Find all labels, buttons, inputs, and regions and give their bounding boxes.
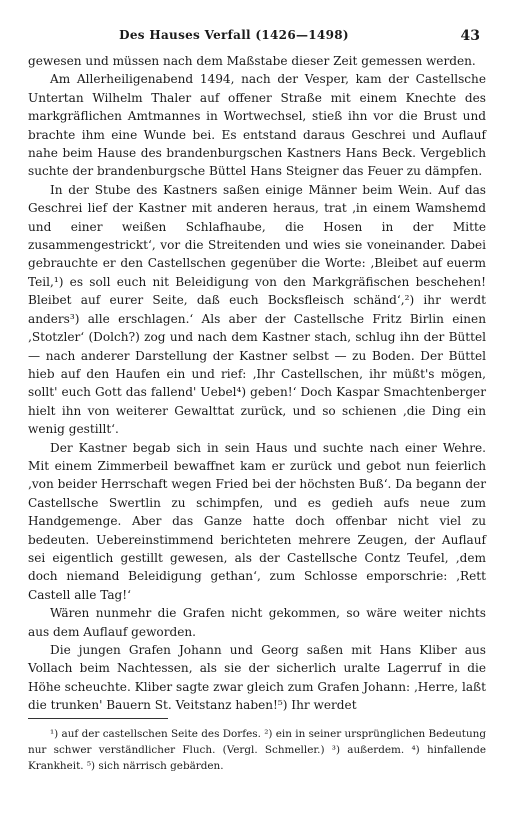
page-number: 43 <box>460 28 480 44</box>
paragraph: gewesen und müssen nach dem Maßstabe dieser Zeit gemessen werden. <box>28 54 476 68</box>
paragraph: Die jungen Grafen Johann und Georg saßen mit Hans Kliber aus Vollach beim Nachtessen, als sie der sicherlich uralte Lagerruf in die Höhe scheuchte. Kliber sagte zwar gleich zum Grafen Johann: ‚Herre, laßt die trunken' Bauern St. Veitstanz haben!⁵) Ihr werdet <box>28 643 486 713</box>
footnotes <box>28 726 486 774</box>
footnote-divider <box>28 718 168 719</box>
paragraph: Wären nunmehr die Grafen nicht gekommen, so wäre weiter nichts aus dem Auflauf geworden. <box>28 606 486 639</box>
paragraph: In der Stube des Kastners saßen einige Männer beim Wein. Auf das Geschrei lief der Kastner mit anderen heraus, trat ‚in einem Wamshemd und einer weißen Schlafhaube, die Hosen in der Mitte zusammengestrickt‘, vor die Streitenden und wies sie voneinander. Dabei gebrauchte er den Castellschen gegenüber die Worte: ‚Bleibet auf euerm Teil,¹) es soll euch nit Beleidigung von den Markgräfischen beschehen! Bleibet auf eurer Seite, daß euch Bocksfleisch schänd‘,²) ihr werdt anders³) alle erschlagen.‘ Als aber der Castellsche Fritz Birlin einen ‚Stotzler‘ (Dolch?) zog und nach dem Kastner stach, schlug ihn der Büttel — nach anderer Darstellung der Kastner selbst — zu Boden. Der Büttel hieb auf den Haufen ein und rief: ‚Ihr Castellschen, ihr müßt's mögen, sollt' euch Gott das fallend' Uebel⁴) geben!‘ Doch Kaspar Smachtenberger hielt ihn von weiterer Gewalttat zurück, und so schienen ‚die Ding ein wenig gestillt‘. <box>28 182 486 437</box>
page-header <box>28 28 480 48</box>
footnote-text: ¹) auf der castellschen Seite des Dorfes. ²) ein in seiner ursprünglichen Bedeutung nur schwer verständlicher Fluch. (Vergl. Schmeller.) ³) außerdem. ⁴) hinfallende Krankheit. ⁵) sich närrisch gebärden. <box>28 728 486 772</box>
body-text <box>28 52 486 715</box>
running-title: Des Hauses Verfall (1426—1498) <box>119 28 349 42</box>
paragraph: Der Kastner begab sich in sein Haus und suchte nach einer Wehre. Mit einem Zimmerbeil bewaffnet kam er zurück und gebot nun feierlich ‚von beider Herrschaft wegen Fried bei der höchsten Buß‘. Da begann der Castellsche Swertlin zu schimpfen, und es gedieh aufs neue zum Handgemenge. Aber das Ganze hatte doch offenbar nicht viel zu bedeuten. Uebereinstimmend berichteten mehrere Zeugen, der Auflauf sei eigentlich gestillt gewesen, als der Castellsche Contz Teufel, ‚dem doch niemand Beleidigung gethan‘, zum Schlosse emporschrie: ‚Rett Castell alle Tag!‘ <box>28 440 486 602</box>
paragraph: Am Allerheiligenabend 1494, nach der Vesper, kam der Castellsche Untertan Wilhelm Thaler auf offener Straße mit einem Knechte des markgräflichen Amtmannes in Wortwechsel, stieß ihn vor die Brust und brachte ihm eine Wunde bei. Es entstand daraus Geschrei und Auflauf nahe beim Hause des brandenburgschen Kastners Hans Beck. Vergeblich suchte der brandenburgsche Büttel Hans Steigner das Feuer zu dämpfen. <box>28 72 486 179</box>
